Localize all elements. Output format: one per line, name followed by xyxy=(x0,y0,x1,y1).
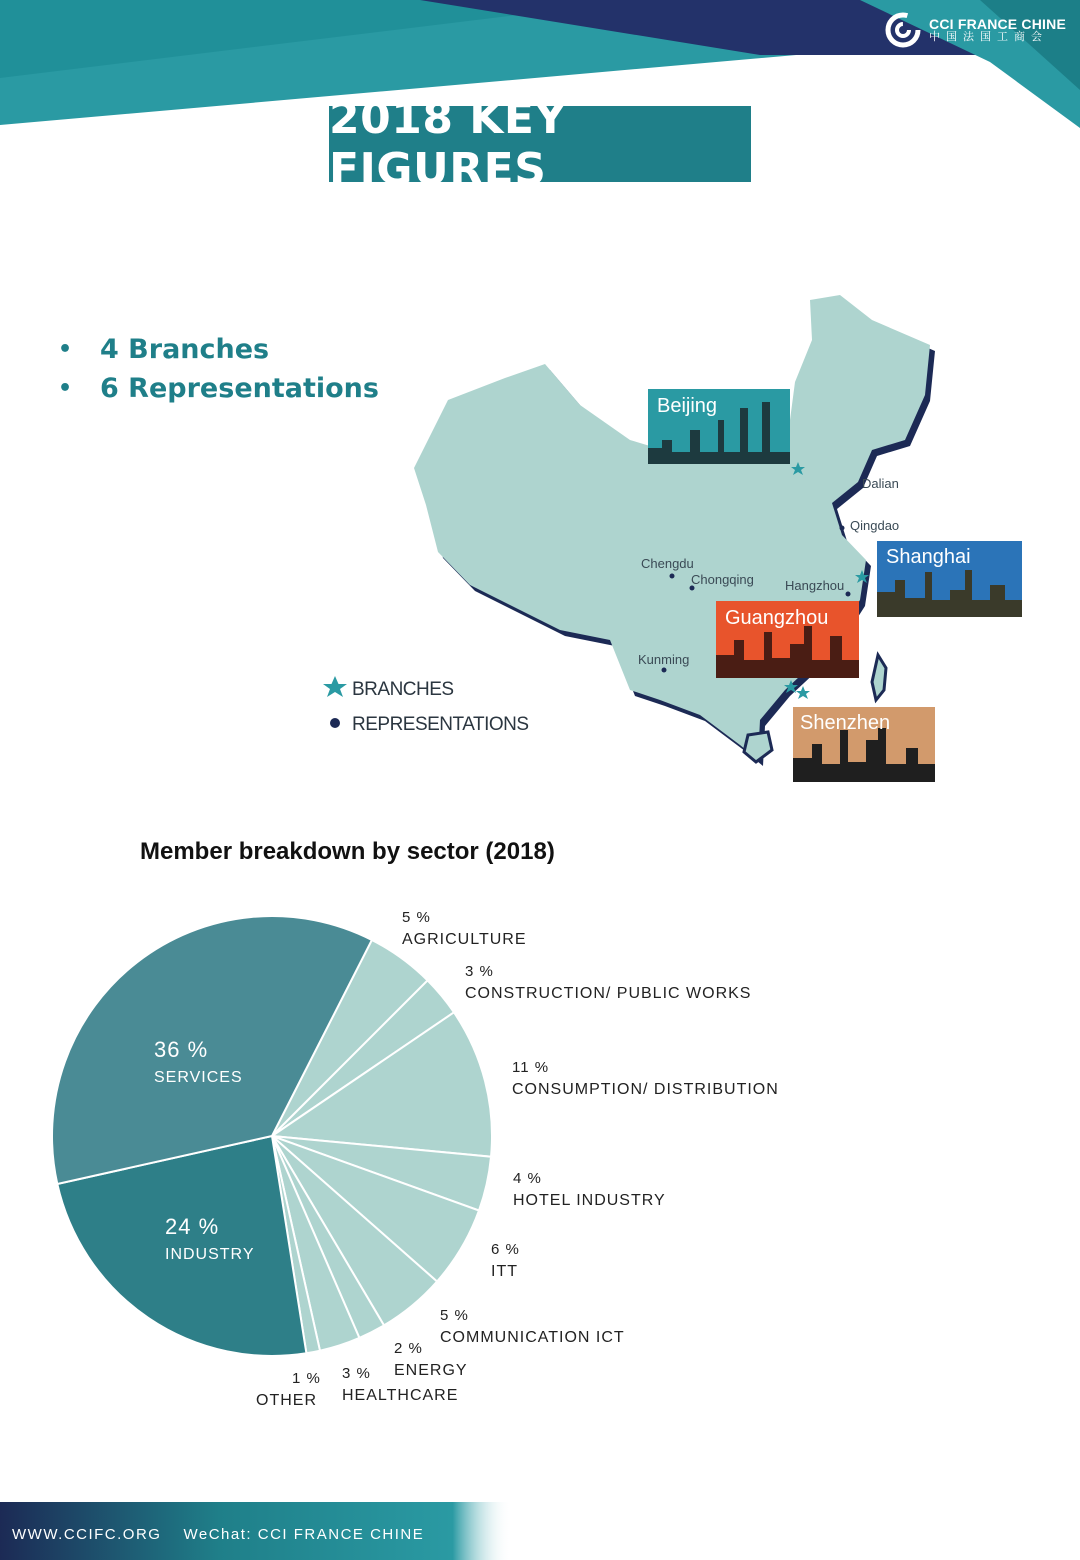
slice-pct-label: 3 % xyxy=(342,1365,371,1382)
city-label: Chengdu xyxy=(641,556,694,571)
pie-slices xyxy=(52,916,492,1356)
chart-title: Member breakdown by sector (2018) xyxy=(140,838,555,865)
slice-name-label-inside: SERVICES xyxy=(154,1069,243,1086)
city-card-label: Shanghai xyxy=(886,546,971,568)
footer-wechat: WeChat: CCI FRANCE CHINE xyxy=(183,1526,425,1543)
slice-name-label: ITT xyxy=(491,1263,518,1280)
slice-name-label: CONSTRUCTION/ PUBLIC WORKS xyxy=(465,985,752,1002)
slice-pct-label: 5 % xyxy=(440,1307,469,1324)
slice-name-label: HOTEL INDUSTRY xyxy=(513,1192,666,1209)
brand-name: CCI FRANCE CHINE xyxy=(929,15,1066,32)
slice-pct-label-inside: 24 % xyxy=(165,1214,220,1239)
slice-pct-label-inside: 36 % xyxy=(154,1037,209,1062)
legend-representations-label: REPRESENTATIONS xyxy=(352,714,529,735)
slice-name-label: HEALTHCARE xyxy=(342,1387,459,1404)
city-label: Dalian xyxy=(862,476,899,491)
legend-branches-label: BRANCHES xyxy=(352,679,454,700)
city-card-label: Shenzhen xyxy=(800,712,891,734)
city-card-label: Beijing xyxy=(657,395,718,417)
slice-pct-label: 11 % xyxy=(512,1059,550,1076)
key-fact-item: • 6 Representations xyxy=(58,373,379,404)
slice-pct-label: 5 % xyxy=(402,909,431,926)
slice-name-label-inside: INDUSTRY xyxy=(165,1246,255,1263)
city-label: Chongqing xyxy=(691,572,754,587)
footer-website[interactable]: WWW.CCIFC.ORG xyxy=(12,1526,162,1543)
slice-pct-label: 2 % xyxy=(394,1340,423,1357)
key-fact-text: 4 Branches xyxy=(100,334,270,365)
city-label: Qingdao xyxy=(850,518,900,533)
footer-contacts xyxy=(12,1526,424,1543)
key-fact-text: 6 Representations xyxy=(100,373,379,404)
brand-name-cn: 中国法国工商会 xyxy=(929,30,1049,43)
slice-pct-label: 3 % xyxy=(465,963,494,980)
city-label: Hangzhou xyxy=(785,578,845,593)
slice-pct-label: 6 % xyxy=(491,1241,520,1258)
slice-name-label: AGRICULTURE xyxy=(402,931,527,948)
key-fact-item: • 4 Branches xyxy=(58,334,270,365)
slice-name-label: CONSUMPTION/ DISTRIBUTION xyxy=(512,1081,779,1098)
slice-name-label: ENERGY xyxy=(394,1362,468,1379)
slice-pct-label: 4 % xyxy=(513,1170,542,1187)
slice-pct-label: 1 % xyxy=(292,1370,321,1387)
city-label: Kunming xyxy=(638,652,690,667)
slice-name-label: COMMUNICATION ICT xyxy=(440,1329,625,1346)
city-card-label: Guangzhou xyxy=(725,607,829,629)
page-title: 2018 KEY FIGURES xyxy=(329,93,567,195)
slice-name-label: OTHER xyxy=(256,1392,317,1409)
